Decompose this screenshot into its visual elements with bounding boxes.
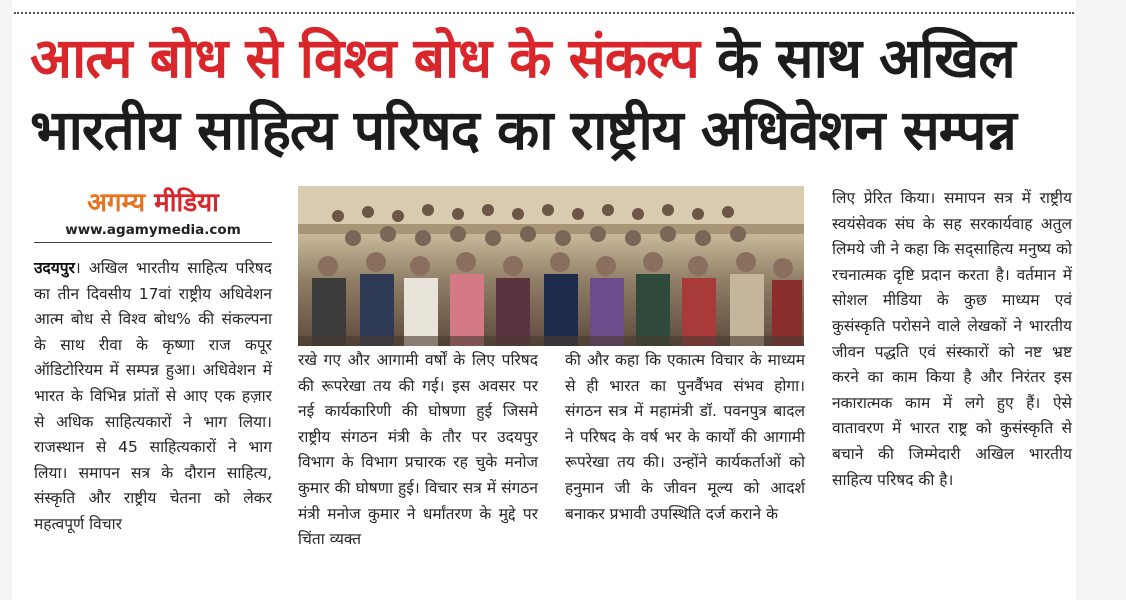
brand-logo xyxy=(34,186,272,220)
brand-logo-second: मीडिया xyxy=(154,188,219,218)
brand-logo-first: अगम्य xyxy=(87,188,146,218)
dateline-place: उदयपुर xyxy=(34,259,75,277)
headline-highlight: आत्म बोध से विश्व बोध के संकल्प xyxy=(30,26,699,90)
group-photo xyxy=(298,186,804,346)
headline-rest: के साथ अखिल भारतीय साहित्य परिषद का राष्ट्रीय अधिवेशन सम्पन्न xyxy=(30,26,1016,162)
article-column-1 xyxy=(34,256,272,538)
article-column-4: लिए प्रेरित किया। समापन सत्र में राष्ट्रीय स्वयंसेवक संघ के सह सरकार्यवाह अतुल लिमये जी ने कहा कि सद्साहित्य मनुष्य को रचनात्मक दृष्टि प्रदान करता है। वर्तमान में सोशल मीडिया के कुछ माध्यम एवं कुसंस्कृति परोसने वाले लेखकों ने भारतीय जीवन पद्धति एवं संस्कारों को नष्ट भ्रष्ट करने का काम किया है और निरंतर इस नकारात्मक काम में लगे हुए हैं। ऐसे वातावरण में भारत राष्ट्र को कुसंस्कृति से बचाने की जिम्मेदारी अखिल भारतीय साहित्य परिषद की है। xyxy=(832,189,1072,489)
headline xyxy=(30,22,1070,166)
brand-url: www.agamymedia.com xyxy=(34,220,272,243)
article-column-2: रखे गए और आगामी वर्षों के लिए परिषद की रूपरेखा तय की गई। इस अवसर पर नई कार्यकारिणी की घोषणा हुई जिसमे राष्ट्रीय संगठन मंत्री के तौर पर उदयपुर विभाग के विभाग प्रचारक रह चुके मनोज कुमार की घोषणा हुई। विचार सत्र में संगठन मंत्री मनोज कुमार ने धर्मांतरण के मुद्दे पर चिंता व्यक्त xyxy=(298,351,538,549)
agamy-media-brand xyxy=(34,186,272,243)
top-dotted-rule xyxy=(14,12,1074,14)
article-column-1-text: । अखिल भारतीय साहित्य परिषद का तीन दिवसीय 17वां राष्ट्रीय अधिवेशन आत्म बोध से विश्व बोध% की संकल्पना के साथ रीवा के कृष्णा राज कपूर ऑडिटोरियम में सम्पन्न हुआ। अधिवेशन में भारत के विभिन्न प्रांतों से आए एक हज़ार से अधिक साहित्यकारों ने भाग लिया। राजस्थान से 45 साहित्यकारों ने भाग लिया। समापन सत्र के दौरान साहित्य, संस्कृति और राष्ट्रीय चेतना को लेकर महत्वपूर्ण विचार xyxy=(34,259,272,533)
group-photo-icon xyxy=(298,186,804,346)
article-column-3: की और कहा कि एकात्म विचार के माध्यम से ही भारत का पुनर्वैभव संभव होगा। संगठन सत्र में महामंत्री डॉ. पवनपुत्र बादल ने परिषद के वर्ष भर के कार्यों की आगामी रूपरेखा तय की। उन्होंने कार्यकर्ताओं को हनुमान जी के जीवन मूल्य को आदर्श बनाकर प्रभावी उपस्थिति दर्ज कराने के xyxy=(565,351,805,523)
